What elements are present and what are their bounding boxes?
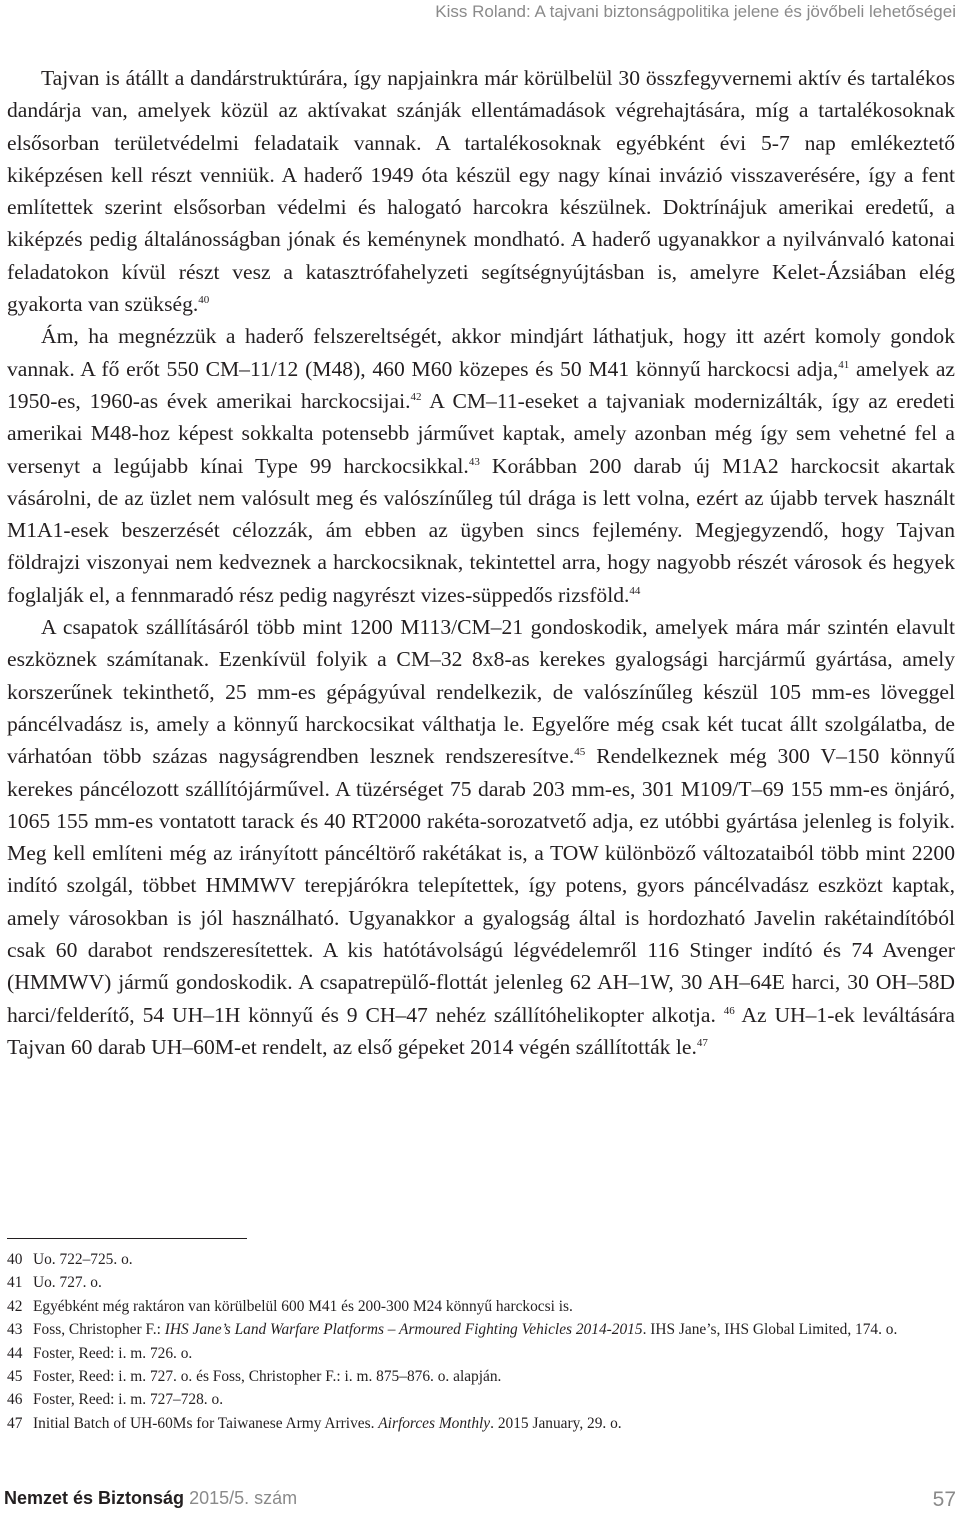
footnote-text-part: Foster, Reed: i. m. 727. o. és Foss, Christopher F.: i. m. 875–876. o. alapján. bbox=[33, 1368, 502, 1386]
footnote-item bbox=[7, 1271, 955, 1294]
footnote-text-part: Foster, Reed: i. m. 726. o. bbox=[33, 1344, 193, 1362]
footnote-reference: 46 bbox=[723, 1004, 735, 1017]
paragraph-text: Ám, ha megnézzük a haderő felszereltségét, akkor mindjárt láthatjuk, hogy itt azért komoly gondok vannak. A fő erőt 550 CM–11/12 (M48), 460 M60 közepes és 50 M41 könnyű harckocsi adja, bbox=[7, 324, 955, 381]
footnotes bbox=[7, 1248, 955, 1435]
paragraph-text: A csapatok szállításáról több mint 1200 M113/CM–21 gondoskodik, amelyek mára már szintén elavult eszköznek számítanak. Ezenkívül folyik a CM–32 8x8-as kerekes gyalogsági harcjármű gyártása, amely korszerűnek tekinthető, 25 mm-es gépágyúval rendelkezik, de valószínűleg készül 105 mm-es löveggel páncélvadász is, amely a könnyű harckocsikat válthatja le. Egyelőre még csak két tucat állt szolgálatba, de várhatóan több százas nagyságrendben lesznek rendszeresítve. bbox=[7, 615, 955, 769]
footnote-text-part: Uo. 727. o. bbox=[33, 1274, 102, 1292]
footnote-number: 41 bbox=[7, 1274, 23, 1292]
issue-label: 2015/5. szám bbox=[189, 1488, 298, 1508]
footnote-text-part: . IHS Jane’s, IHS Global Limited, 174. o. bbox=[642, 1321, 898, 1339]
footnote-item bbox=[7, 1342, 955, 1365]
journal-name: Nemzet és Biztonság bbox=[4, 1488, 185, 1508]
footnote-item bbox=[7, 1365, 955, 1388]
paragraph bbox=[7, 62, 955, 320]
footnote-text bbox=[33, 1318, 955, 1341]
footnote-text-part: Egyébként még raktáron van körülbelül 600 M41 és 200-300 M24 könnyű harckocsi is. bbox=[33, 1297, 573, 1315]
footnote-number: 42 bbox=[7, 1297, 23, 1315]
running-header: Kiss Roland: A tajvani biztonságpolitika jelene és jövőbeli lehetőségei bbox=[435, 2, 956, 21]
footnote-text-part: Foster, Reed: i. m. 727–728. o. bbox=[33, 1391, 224, 1409]
footnote-reference: 47 bbox=[696, 1036, 708, 1049]
paragraph bbox=[7, 611, 955, 1063]
footnote-text bbox=[33, 1271, 955, 1294]
page-number: 57 bbox=[932, 1488, 956, 1511]
paragraph-text: Tajvan is átállt a dandárstruktúrára, így napjainkra már körülbelül 30 összfegyvernemi aktív és tartalékos dandárja van, amelyek közül az aktívakat szánják ellentámadások végrehajtására, míg a tartalékosoknak elsősorban területvédelmi feladataik vannak. A tartalékosoknak egyébként évi 5-7 nap emlékeztető kiképzésen kell részt venniük. A haderő 1949 óta készül egy nagy kínai invázió visszaverésére, így a fent említettek szerint elsősorban védelmi és halogató harcokra készülnek. Doktrínájuk amerikai eredetű, a kiképzés pedig általánosságban jónak és keménynek mondható. A haderő ugyanakkor a nyilvánvaló katonai feladatokon kívül részt vesz a katasztrófahelyzeti segítségnyújtásban is, amelyre Kelet-Ázsiában elég gyakorta van szükség. bbox=[7, 66, 955, 317]
paragraph-text: A CM–11-eseket a tajvaniak modernizálták, így az eredeti amerikai M48-hoz képest sokkalta potensebb járművet kaptak, amely azonban még így sem vehetné fel a versenyt a legújabb kínai Type 99 harckocsikkal. bbox=[7, 388, 956, 478]
footnote-text bbox=[33, 1342, 955, 1365]
footnote-number: 47 bbox=[7, 1414, 23, 1432]
footnote-text-part: Uo. 722–725. o. bbox=[33, 1251, 133, 1268]
footnote-item bbox=[7, 1318, 955, 1341]
footnote-number: 40 bbox=[7, 1251, 23, 1268]
footnote-reference: 41 bbox=[838, 358, 850, 371]
footnote-number: 44 bbox=[7, 1344, 23, 1362]
footnote-text bbox=[33, 1248, 955, 1271]
paragraph-text: Az UH–1-ek leváltására Tajvan 60 darab UH–60M-et rendelt, az első gépeket 2014 végén szállították le. bbox=[7, 1002, 955, 1059]
footnote-reference: 40 bbox=[198, 293, 210, 306]
footnote-text-part: Initial Batch of UH-60Ms for Taiwanese Army Arrives. bbox=[33, 1414, 379, 1432]
footnote-reference: 45 bbox=[574, 746, 586, 759]
paragraph bbox=[7, 320, 955, 611]
footnote-text-part: . 2015 January, 29. o. bbox=[490, 1414, 622, 1432]
footnote-text bbox=[33, 1412, 955, 1435]
footnote-item bbox=[7, 1295, 955, 1318]
footnote-number: 45 bbox=[7, 1368, 23, 1386]
footnote-number: 43 bbox=[7, 1321, 23, 1339]
footnote-reference: 44 bbox=[629, 584, 641, 597]
footnote-text bbox=[33, 1295, 955, 1318]
paragraph-text: Rendelkeznek még 300 V–150 könnyű kerekes páncélozott szállítójárművel. A tüzérséget 75 darab 203 mm-es, 301 M109/T–69 155 mm-es önjáró, 1065 155 mm-es vontatott tarack és 40 RT2000 rakéta-sorozatvető adja, ez utóbbi gyártása jelenleg is folyik. Meg kell említeni még az irányított páncéltörő rakétákat is, a TOW különböző változataiból több mint 2200 indító szolgál, többet HMMWV terepjárókra telepítettek, így potens, gyors páncélvadász eszközt kaptak, amely városokban is jól használható. Ugyanakkor a gyalogság által is hordozható Javelin rakétaindítóból csak 60 darabot rendszeresítettek. A kis hatótávolságú légvédelemről 116 Stinger indító és 74 Avenger (HMMWV) jármű gondoskodik. A csapatrepülő-flottát jelenleg 62 AH–1W, 30 AH–64E harci, 30 OH–58D harci/felderítő, 54 UH–1H könnyű és 9 CH–47 nehéz szállítóhelikopter alkotja. bbox=[7, 744, 955, 1027]
paragraph-text: Korábban 200 darab új M1A2 harckocsit akartak vásárolni, de az üzlet nem valósult meg és valószínűleg túl drága is lett volna, ezért az újabb tervek használt M1A1-esek beszerzését célozzák, ám ebben az ügyben sincs fejlemény. Megjegyzendő, hogy Tajvan földrajzi viszonyai nem kedveznek a harckocsiknak, tekintettel arra, hogy nagyobb részét városok és hegyek foglalják el, a fennmaradó rész pedig nagyrészt vizes-süppedős rizsföld. bbox=[7, 453, 956, 607]
footnote-title: IHS Jane’s Land Warfare Platforms – Armoured Fighting Vehicles 2014-2015 bbox=[164, 1321, 643, 1339]
footnote-item bbox=[7, 1412, 955, 1435]
paragraph-text: amelyek az 1950-es, 1960-as évek amerikai harckocsijai. bbox=[7, 356, 955, 413]
page-footer bbox=[4, 1488, 956, 1509]
footnote-title: Airforces Monthly bbox=[378, 1414, 491, 1432]
article-body bbox=[7, 62, 955, 1063]
footnote-number: 46 bbox=[7, 1391, 23, 1409]
footnote-item bbox=[7, 1388, 955, 1411]
footnote-text-part: Foss, Christopher F.: bbox=[33, 1321, 165, 1339]
footnote-reference: 42 bbox=[410, 390, 422, 403]
footnote-text bbox=[33, 1388, 955, 1411]
footnote-item bbox=[7, 1248, 955, 1271]
footnote-text bbox=[33, 1365, 955, 1388]
footnote-separator bbox=[7, 1238, 247, 1239]
footnote-reference: 43 bbox=[468, 455, 480, 468]
